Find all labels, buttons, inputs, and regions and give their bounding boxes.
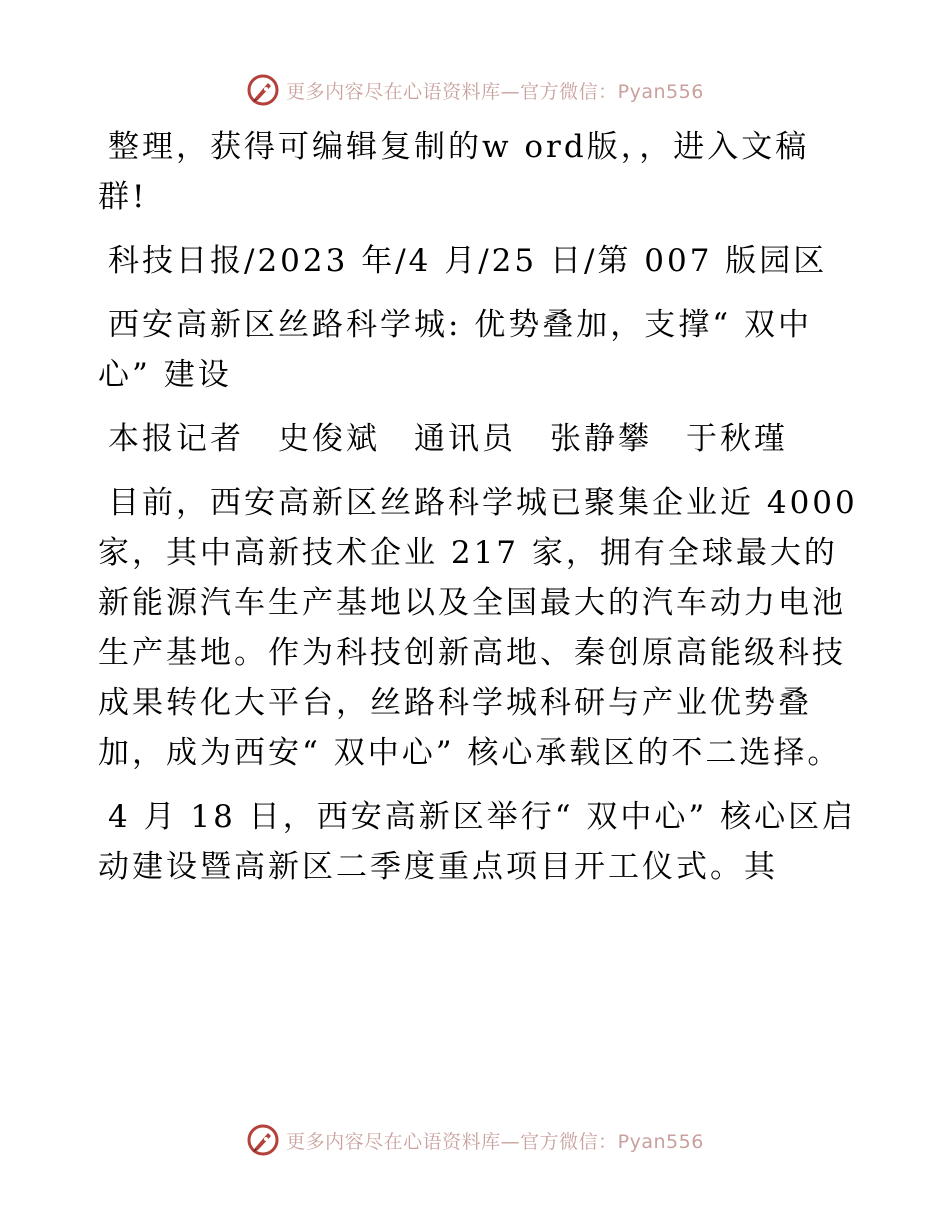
document-body bbox=[98, 122, 858, 906]
banner-text: 更多内容尽在心语资料库—官方微信：Pyan556 bbox=[286, 80, 704, 103]
paragraph-body-2: 4 月 18 日，西安高新区举行“ 双中心” 核心区启动建设暨高新区二季度重点项目开工仪式。其 bbox=[98, 799, 857, 885]
article-title: 西安高新区丝路科学城: 优势叠加，支撑“ 双中心” 建设 bbox=[98, 307, 812, 393]
footer-banner bbox=[0, 1120, 950, 1160]
paragraph-intro: 整理，获得可编辑复制的w ord版，，进入文稿群! bbox=[98, 129, 810, 215]
pen-logo-icon bbox=[246, 1123, 280, 1157]
pen-logo-icon bbox=[246, 73, 280, 107]
header-banner bbox=[0, 70, 950, 110]
paragraph-body-1: 目前，西安高新区丝路科学城已聚集企业近 4000 家，其中高新技术企业 217 家，拥有全球最大的新能源汽车生产基地以及全国最大的汽车动力电池生产基地。作为科技创新高地、秦创原高能级科技成果转化大平台，丝路科学城科研与产业优势叠加，成为西安“ 双中心” 核心承载区的不二选择。 bbox=[98, 485, 858, 771]
banner-text: 更多内容尽在心语资料库—官方微信：Pyan556 bbox=[286, 1130, 704, 1153]
article-byline: 本报记者 史俊斌 通讯员 张静攀 于秋瑾 bbox=[108, 421, 788, 457]
paragraph-source: 科技日报/2023 年/4 月/25 日/第 007 版园区 bbox=[108, 243, 828, 279]
